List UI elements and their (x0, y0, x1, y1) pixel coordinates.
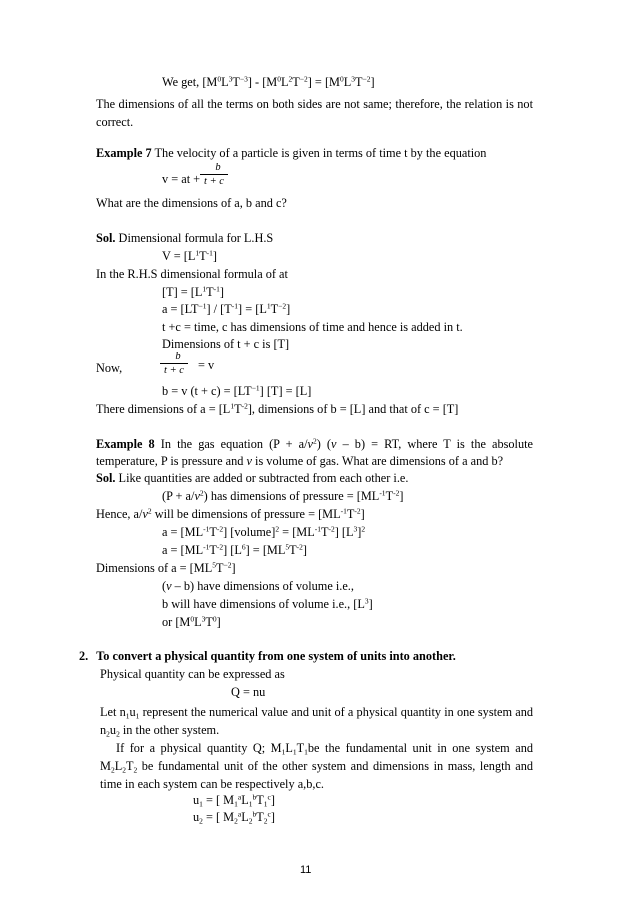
equation-q-nu: Q = nu (231, 685, 266, 699)
section-2-heading: 2. To convert a physical quantity from one system of units into another. (79, 649, 456, 663)
example-8-paragraph: Example 8 In the gas equation $(P + a/v^2)$ (v – b) = RT, where T is the absolute temperature, P is pressure and v is volume of gas. What are dimensions of a and b? (96, 436, 533, 468)
equation-equals-v: = v (198, 358, 215, 372)
text-t-plus-c-time: t +c = time, c has dimensions of time and hence is added in t. (162, 320, 463, 334)
equation-velocity: v = at + (162, 172, 201, 186)
page-number: 11 (300, 864, 312, 876)
solution-heading: Sol. Dimensional formula for L.H.S (96, 231, 274, 245)
text-dimensions-of-a: Dimensions of $a = [ML^5T^{-2}]$ (96, 560, 236, 575)
text-physical-quantity: Physical quantity can be expressed as (100, 667, 285, 681)
equation-pressure: $(P + a/v^2)$ has dimensions of pressure = $[ML^{-1}T^{-2}]$ (162, 488, 404, 503)
equation-a-result: $a = [ML^{-1}T^{-2}] [L^6] = [ML^5T^{-2}]$ (162, 542, 307, 557)
text-rhs: In the R.H.S dimensional formula of at (96, 267, 288, 281)
fraction-now: $\frac{b}{t + c}$ (160, 351, 188, 376)
fraction-b-over-t-plus-c: $\frac{b}{t + c}$ (200, 162, 228, 187)
question-dimensions-abc: What are the dimensions of a, b and c? (96, 196, 287, 210)
equation-a-volume: $a = [ML^{-1}T^{-2}]$ [volume]$^2$ = $[ML^{-1}T^{-2}]$ $[L^3]^2$ (162, 524, 366, 539)
text-v-minus-b: (v – b) have dimensions of volume i.e., (162, 579, 354, 593)
paragraph-not-correct: The dimensions of all the terms on both sides are not same; therefore, the relation is not correct. (96, 97, 533, 129)
equation-b: b = v $(t + c) = [LT^{-1}] [T] = [L]$ (162, 383, 312, 398)
equation-t: $[T] = [L^1T^{-1}]$ (162, 284, 225, 299)
equation-we-get: We get, $[M^0L^3T^{-3}] - [M^0L^2T^{-2}] = [M^0L^3T^{-2}]$ (162, 74, 375, 89)
text-dimensions-t-plus-c: Dimensions of t + c is [T] (162, 337, 290, 351)
label-now: Now, (96, 361, 123, 375)
paragraph-let-n1u1: Let $n_1u_1$ represent the numerical value and unit of a physical quantity in one system and $n_2u_2$ in the other system. (100, 705, 533, 739)
text-b-volume: b will have dimensions of volume i.e., $[L^3]$ (162, 596, 373, 611)
equation-a: $a = [LT^{-1}] / [T^{-1}] = [L^1T^{-2}]$ (162, 301, 291, 316)
example-7-heading: Example 7 The velocity of a particle is given in terms of time t by the equation (96, 146, 487, 160)
equation-v-dimension: $V = [L^1T^{-1}]$ (162, 248, 217, 263)
text-hence: Hence, $a/v^2$ will be dimensions of pressure = $[ML^{-1}T^{-2}]$ (96, 506, 365, 521)
solution-2-heading: Sol. Like quantities are added or subtracted from each other i.e. (96, 471, 409, 485)
equation-u2: $u_2$ = [ $M_2^aL_2^bT_2^c$] (193, 809, 275, 826)
paragraph-fundamental-units: If for a physical quantity Q; $M_1L_1T_1be$ the fundamental unit in one system and $M_2L_2T_2$ be fundamental unit of the other system and dimensions in mass, length and time in each system can be respectively a,b,c. (100, 741, 533, 791)
equation-b-result: or $[M^0L^3T^0]$ (162, 614, 221, 629)
text-there-dimensions: There dimensions of $a = [L^1T^{-2}]$, dimensions of b = [L] and that of c = [T] (96, 401, 459, 416)
equation-u1: $u_1$ = [ $M_1^aL_1^bT_1^c$] (193, 792, 275, 809)
